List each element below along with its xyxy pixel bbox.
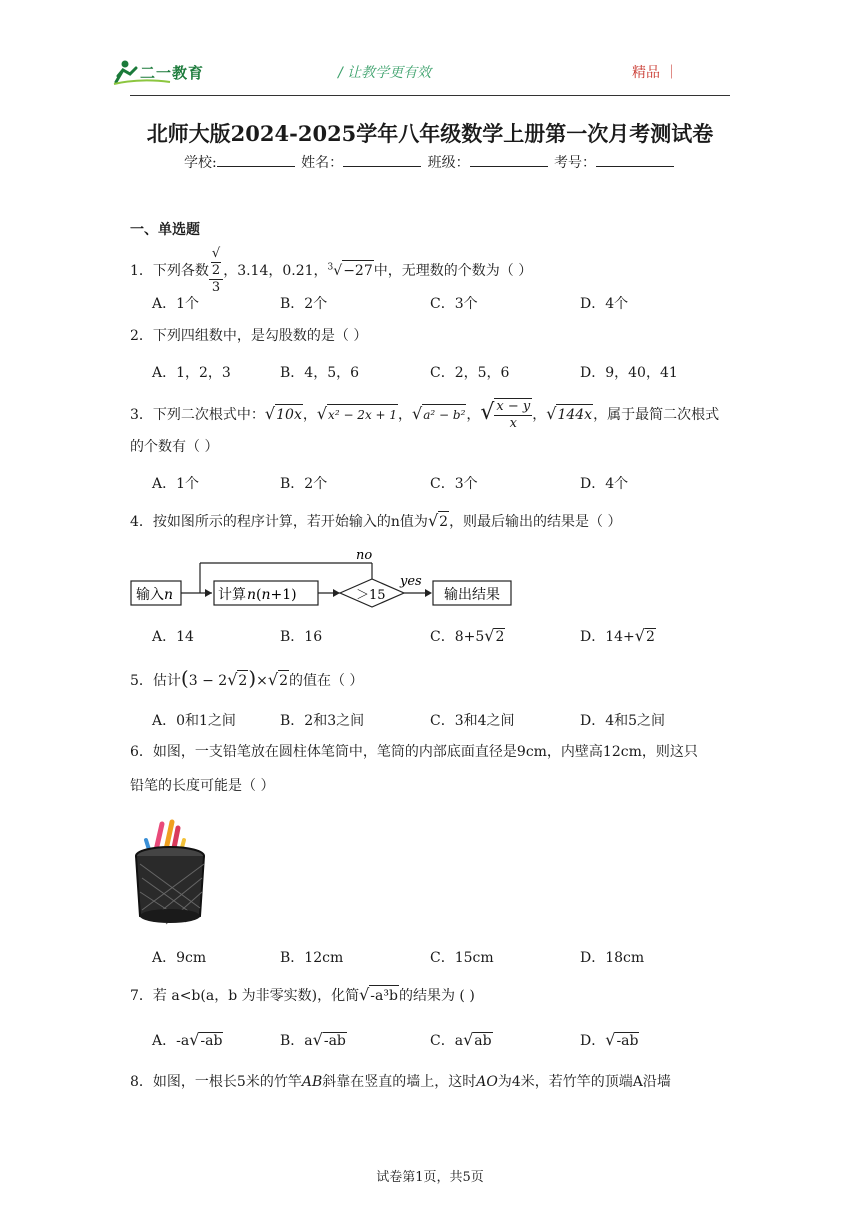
svg-text:n(n+1): n(n+1) bbox=[247, 587, 297, 603]
q4-option-b[interactable]: B．16 bbox=[280, 629, 323, 645]
q5-option-c[interactable]: C．3和4之间 bbox=[430, 713, 515, 729]
radical: 144x bbox=[556, 404, 593, 425]
q1-option-a[interactable]: A．1个 bbox=[152, 296, 200, 312]
school-label: 学校: bbox=[183, 155, 217, 171]
q6-option-b[interactable]: B．12cm bbox=[280, 950, 344, 966]
q4-option-a[interactable]: A．14 bbox=[152, 629, 194, 645]
exam-no-blank[interactable] bbox=[596, 154, 674, 167]
question-3: 3．下列二次根式中：√10x，√x² − 2x + 1，√a² − b²，√ $\frac{x - y}{x}$ ，√144x，属于最简二次根式 bbox=[130, 399, 720, 431]
q7-option-c[interactable]: C．a√ab bbox=[430, 1030, 492, 1049]
name-blank[interactable] bbox=[343, 154, 421, 167]
question-6-line2: 铅笔的长度可能是（ ） bbox=[130, 778, 275, 794]
header-divider bbox=[130, 95, 730, 96]
q5-option-b[interactable]: B．2和3之间 bbox=[280, 713, 365, 729]
compute-label: 计算 bbox=[218, 587, 246, 603]
question-7: 7．若 a<b(a，b 为非零实数)，化简√-a³b的结果为 ( ) bbox=[130, 985, 475, 1004]
radical: 10x bbox=[275, 404, 303, 425]
q7-option-a[interactable]: A．-a√-ab bbox=[152, 1030, 223, 1049]
question-2: 2．下列四组数中，是勾股数的是（ ） bbox=[130, 328, 368, 344]
q2-option-d[interactable]: D．9，40，41 bbox=[580, 365, 678, 381]
q6-option-a[interactable]: A．9cm bbox=[152, 950, 207, 966]
q4-option-d[interactable]: D．14+√2 bbox=[580, 626, 655, 645]
page-footer: 试卷第1页，共5页 bbox=[376, 1170, 484, 1185]
fraction: √ 2 3 bbox=[209, 246, 223, 296]
section-title: 一、单选题 bbox=[130, 222, 200, 238]
q7-option-d[interactable]: D．√-ab bbox=[580, 1030, 639, 1049]
q3-option-b[interactable]: B．2个 bbox=[280, 476, 328, 492]
q6-option-c[interactable]: C．15cm bbox=[430, 950, 494, 966]
pencil-holder-image bbox=[130, 818, 212, 930]
class-label: 班级： bbox=[427, 155, 470, 171]
question-6: 6．如图，一支铅笔放在圆柱体笔筒中，笔筒的内部底面直径是9cm，内壁高12cm，则这只 bbox=[130, 744, 698, 760]
premium-badge: 精品 ｜ bbox=[632, 65, 679, 81]
q7-option-b[interactable]: B．a√-ab bbox=[280, 1030, 346, 1049]
question-4: 4．按如图所示的程序计算，若开始输入的n值为√2，则最后输出的结果是（ ） bbox=[130, 511, 622, 530]
no-label: no bbox=[356, 548, 373, 563]
logo-text: 二一教育 bbox=[140, 64, 205, 82]
q4-option-c[interactable]: C．8+5√2 bbox=[430, 626, 505, 645]
q2-option-c[interactable]: C．2，5，6 bbox=[430, 365, 510, 381]
class-blank[interactable] bbox=[470, 154, 548, 167]
q3-option-c[interactable]: C．3个 bbox=[430, 476, 478, 492]
q3-option-a[interactable]: A．1个 bbox=[152, 476, 200, 492]
program-flowchart bbox=[128, 545, 518, 609]
question-3-line2: 的个数有（ ） bbox=[130, 439, 219, 455]
q1-option-d[interactable]: D．4个 bbox=[580, 296, 629, 312]
question-1: 1．下列各数 √ 2 3 ，3.14，0.21，$^3$√−27中，无理数的个数为（ ） bbox=[130, 246, 533, 295]
q1-option-c[interactable]: C．3个 bbox=[430, 296, 478, 312]
cube-root: −27 bbox=[342, 260, 374, 281]
q6-option-d[interactable]: D．18cm bbox=[580, 950, 645, 966]
q5-option-d[interactable]: D．4和5之间 bbox=[580, 713, 666, 729]
name-label: 姓名： bbox=[301, 155, 344, 171]
q1-option-b[interactable]: B．2个 bbox=[280, 296, 328, 312]
radical: x² − 2x + 1 bbox=[327, 404, 398, 425]
q2-option-a[interactable]: A．1，2，3 bbox=[152, 365, 231, 381]
slogan: / 让教学更有效 bbox=[338, 65, 432, 81]
condition-label: ＞15 bbox=[356, 588, 386, 603]
q5-option-a[interactable]: A．0和1之间 bbox=[152, 713, 236, 729]
q2-option-b[interactable]: B．4，5，6 bbox=[280, 365, 360, 381]
output-label: 输出结果 bbox=[444, 587, 500, 603]
radical: a² − b² bbox=[422, 404, 466, 425]
page-title: 北师大版2024-2025学年八年级数学上册第一次月考测试卷 bbox=[146, 121, 714, 146]
input-label: 输入 bbox=[136, 587, 164, 603]
exam-no-label: 考号： bbox=[554, 155, 597, 171]
question-5: 5．估计(3 − 2√2)×√2的值在（ ） bbox=[130, 666, 364, 690]
q3-option-d[interactable]: D．4个 bbox=[580, 476, 629, 492]
yes-label: yes bbox=[400, 574, 422, 589]
svg-text:n: n bbox=[164, 587, 174, 603]
question-8: 8．如图，一根长5米的竹竿AB斜靠在竖直的墙上，这时AO为4米，若竹竿的顶端A沿墙 bbox=[130, 1074, 671, 1090]
school-blank[interactable] bbox=[217, 154, 295, 167]
student-info bbox=[0, 152, 860, 172]
